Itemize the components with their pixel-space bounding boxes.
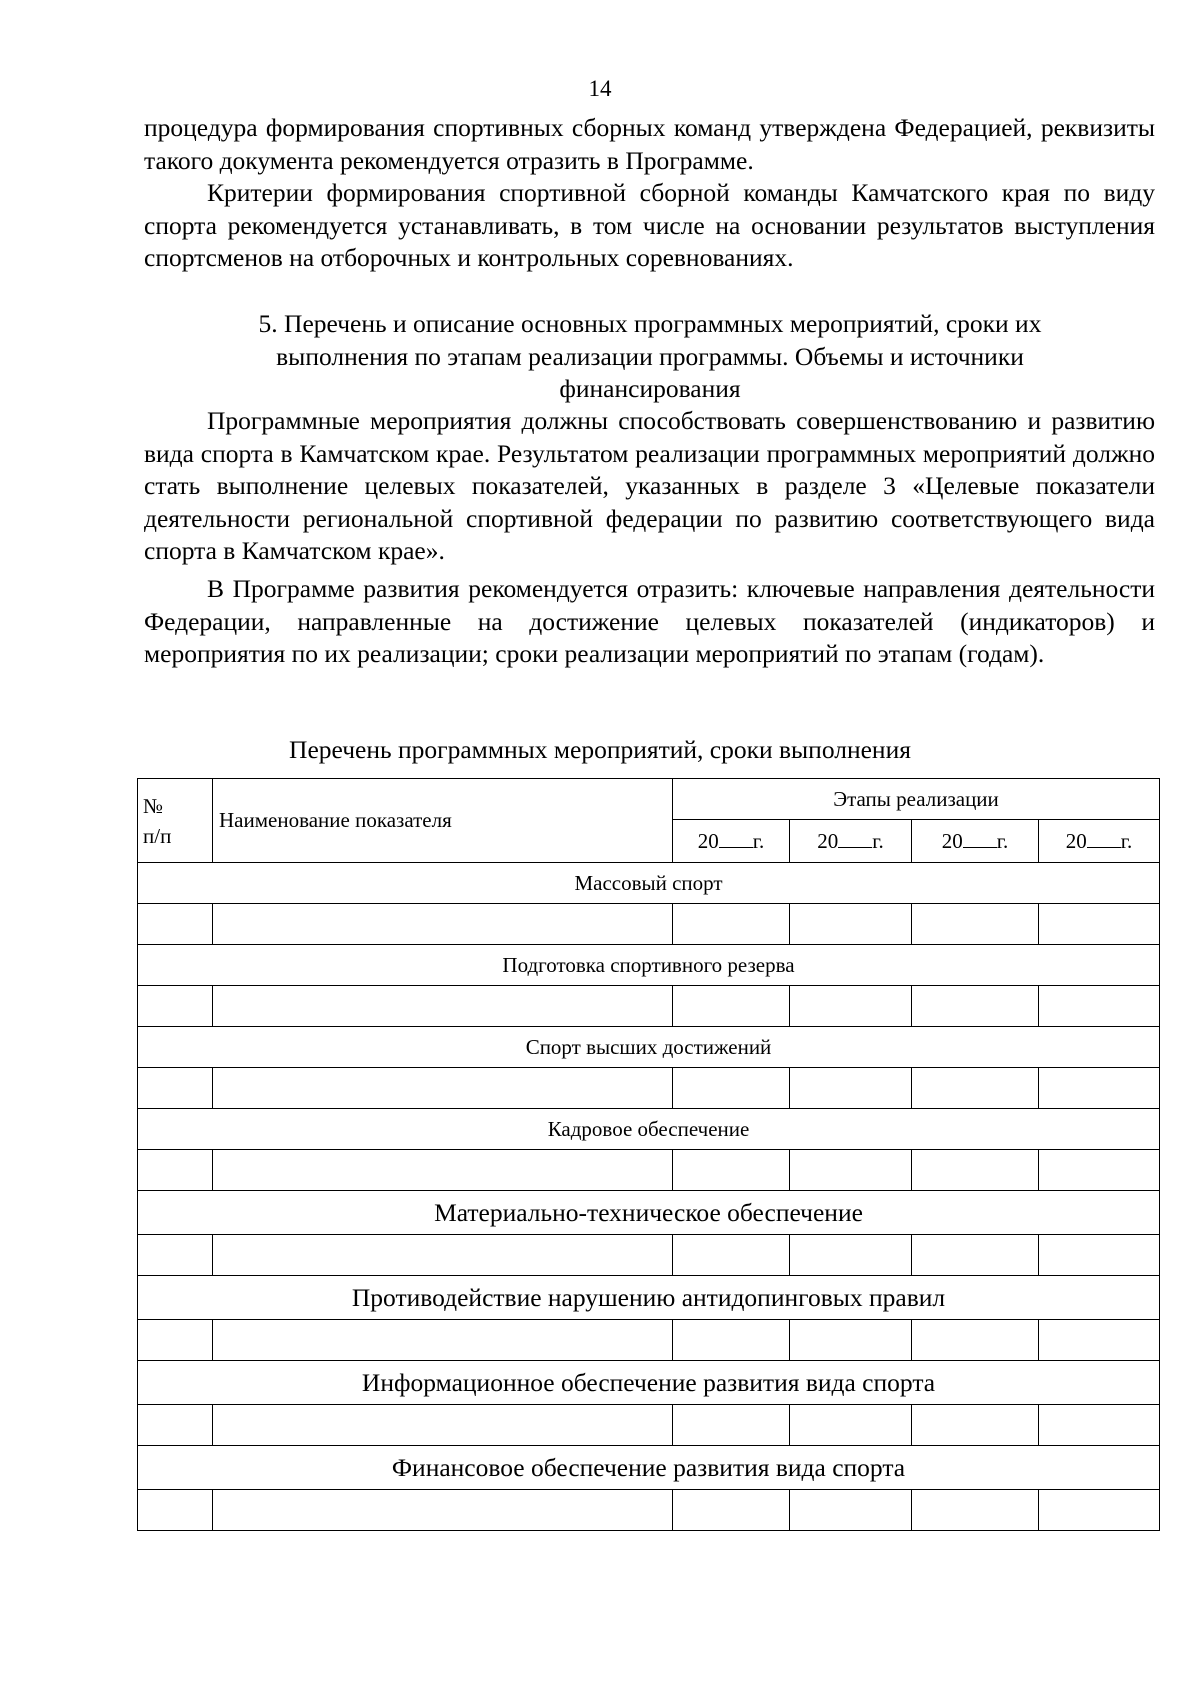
cell-name [213, 1320, 673, 1361]
cell-year [790, 986, 912, 1027]
cell-year [1039, 904, 1160, 945]
paragraph-development-program: В Программе развития рекомендуется отразить: ключевые направления деятельности Федерации, направленные на достижение целевых показателей (индикаторов) и мероприятия по их реализации; сроки реализации мероприятий по этапам (годам). [144, 574, 1155, 668]
section-row [138, 945, 1160, 986]
section-row [138, 1027, 1160, 1068]
table-row [138, 1068, 1160, 1109]
cell-name [213, 1150, 673, 1191]
cell-year [1039, 1405, 1160, 1446]
cell-year [912, 904, 1039, 945]
section-heading-line-1: 5. Перечень и описание основных программных мероприятий, сроки их [258, 309, 1042, 338]
table-row [138, 1150, 1160, 1191]
cell-year [1039, 1490, 1160, 1531]
cell-name [213, 1405, 673, 1446]
header-year-4: 20 г. [1039, 820, 1160, 863]
paragraph-criteria: Критерии формирования спортивной сборной команды Камчатского края по виду спорта рекомендуется устанавливать, в том числе на основании результатов выступления спортсменов на отборочных и контрольных соревнованиях. [144, 178, 1155, 272]
table-row [138, 1490, 1160, 1531]
section-reserve: Подготовка спортивного резерва [138, 945, 1160, 986]
header-year-1: 20 г. [673, 820, 790, 863]
table-header-row [138, 779, 1160, 820]
cell-year [673, 1068, 790, 1109]
header-year-2: 20 г. [790, 820, 912, 863]
table-row [138, 904, 1160, 945]
cell-year [912, 1235, 1039, 1276]
cell-year [1039, 1068, 1160, 1109]
cell-num [138, 1405, 213, 1446]
cell-year [790, 1405, 912, 1446]
paragraph-procedure: процедура формирования спортивных сборных команд утверждена Федерацией, реквизиты такого документа рекомендуется отразить в Программе. [144, 113, 1155, 175]
cell-year [790, 904, 912, 945]
cell-year [1039, 1235, 1160, 1276]
cell-num [138, 1320, 213, 1361]
cell-num [138, 1150, 213, 1191]
cell-year [673, 1320, 790, 1361]
cell-year [790, 1068, 912, 1109]
cell-year [1039, 1320, 1160, 1361]
activities-table [137, 778, 1160, 1531]
paragraph-program-activities: Программные мероприятия должны способствовать совершенствованию и развитию вида спорта в Камчатском крае. Результатом реализации программных мероприятий должно стать выполнение целевых показателей, указанных в разделе 3 «Целевые показатели деятельности региональной спортивной федерации по развитию соответствующего вида спорта в Камчатском крае». [144, 406, 1155, 565]
cell-year [790, 1150, 912, 1191]
table-row [138, 986, 1160, 1027]
header-indicator-name: Наименование показателя [213, 779, 673, 863]
table-row [138, 1235, 1160, 1276]
table-row [138, 1320, 1160, 1361]
cell-year [1039, 986, 1160, 1027]
cell-name [213, 986, 673, 1027]
cell-year [912, 1405, 1039, 1446]
section-row [138, 1276, 1160, 1320]
cell-year [673, 1150, 790, 1191]
cell-year [673, 1235, 790, 1276]
table-caption: Перечень программных мероприятий, сроки выполнения [289, 735, 911, 764]
cell-year [790, 1490, 912, 1531]
cell-num [138, 1235, 213, 1276]
section-row [138, 1191, 1160, 1235]
header-number-cell [138, 779, 213, 863]
header-number-abbr: п/п [143, 823, 172, 848]
cell-year [912, 1490, 1039, 1531]
header-year-3: 20 г. [912, 820, 1039, 863]
section-information: Информационное обеспечение развития вида спорта [138, 1361, 1160, 1405]
cell-year [912, 1150, 1039, 1191]
cell-name [213, 1490, 673, 1531]
cell-year [673, 904, 790, 945]
cell-year [912, 1068, 1039, 1109]
page-number: 14 [588, 76, 612, 101]
header-number-sign: № [143, 793, 164, 818]
section-mass-sport: Массовый спорт [138, 863, 1160, 904]
section-heading [200, 308, 1100, 406]
section-heading-line-3: финансирования [559, 374, 741, 403]
cell-year [673, 1490, 790, 1531]
cell-year [673, 1405, 790, 1446]
cell-num [138, 1490, 213, 1531]
cell-name [213, 904, 673, 945]
cell-num [138, 1068, 213, 1109]
section-staffing: Кадровое обеспечение [138, 1109, 1160, 1150]
table-row [138, 1405, 1160, 1446]
section-row [138, 1446, 1160, 1490]
cell-year [673, 986, 790, 1027]
cell-year [912, 986, 1039, 1027]
cell-name [213, 1235, 673, 1276]
section-row [138, 863, 1160, 904]
section-row [138, 1109, 1160, 1150]
cell-num [138, 986, 213, 1027]
cell-name [213, 1068, 673, 1109]
section-anti-doping: Противодействие нарушению антидопинговых правил [138, 1276, 1160, 1320]
cell-year [912, 1320, 1039, 1361]
section-row [138, 1361, 1160, 1405]
header-stages: Этапы реализации [673, 779, 1160, 820]
section-heading-line-2: выполнения по этапам реализации программы. Объемы и источники [276, 341, 1024, 371]
cell-year [1039, 1150, 1160, 1191]
section-high-performance: Спорт высших достижений [138, 1027, 1160, 1068]
cell-year [790, 1320, 912, 1361]
cell-num [138, 904, 213, 945]
section-financial: Финансовое обеспечение развития вида спорта [138, 1446, 1160, 1490]
section-material-technical: Материально-техническое обеспечение [138, 1191, 1160, 1235]
cell-year [790, 1235, 912, 1276]
